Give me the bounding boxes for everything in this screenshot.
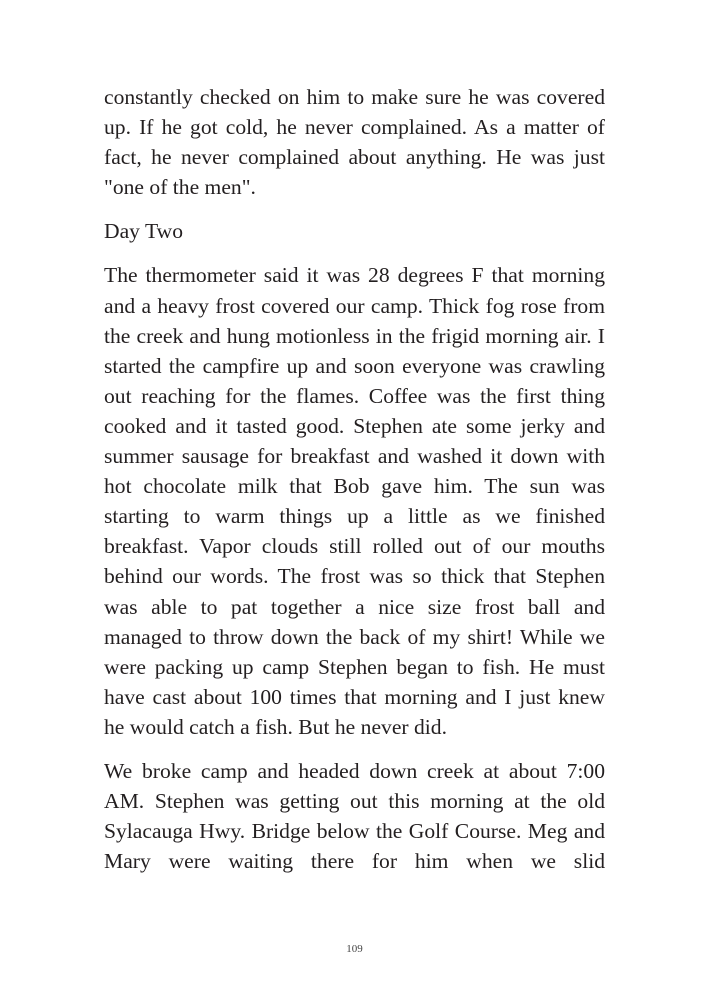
page-number: 109 bbox=[346, 943, 363, 955]
page-body bbox=[104, 82, 605, 890]
section-heading: Day Two bbox=[104, 219, 184, 244]
paragraph-2: The thermometer said it was 28 degrees F that morning and a heavy frost covered our camp. Thick fog rose from the creek and hung motionless in the frigid morning air. I started the campfire up and soon everyone was crawling out reaching for the flames. Coffee was the first thing cooked and it tasted good. Stephen ate some jerky and summer sausage for breakfast and washed it down with hot chocolate milk that Bob gave him. The sun was starting to warm things up a little as we finished breakfast. Vapor clouds still rolled out of our mouths behind our words. The frost was so thick that Stephen was able to pat together a nice size frost ball and managed to throw down the back of my shirt! While we were packing up camp Stephen began to fish. He must have cast about 100 times that morning and I just knew he would catch a fish. But he never did. bbox=[104, 263, 605, 739]
paragraph-1: constantly checked on him to make sure he was covered up. If he got cold, he never complained. As a matter of fact, he never complained about anything. He was just "one of the men". bbox=[104, 85, 605, 200]
paragraph-3: We broke camp and headed down creek at about 7:00 AM. Stephen was getting out this morning at the old Sylacauga Hwy. Bridge below the Golf Course. Meg and Mary were waiting there for him when we slid bbox=[104, 758, 605, 874]
